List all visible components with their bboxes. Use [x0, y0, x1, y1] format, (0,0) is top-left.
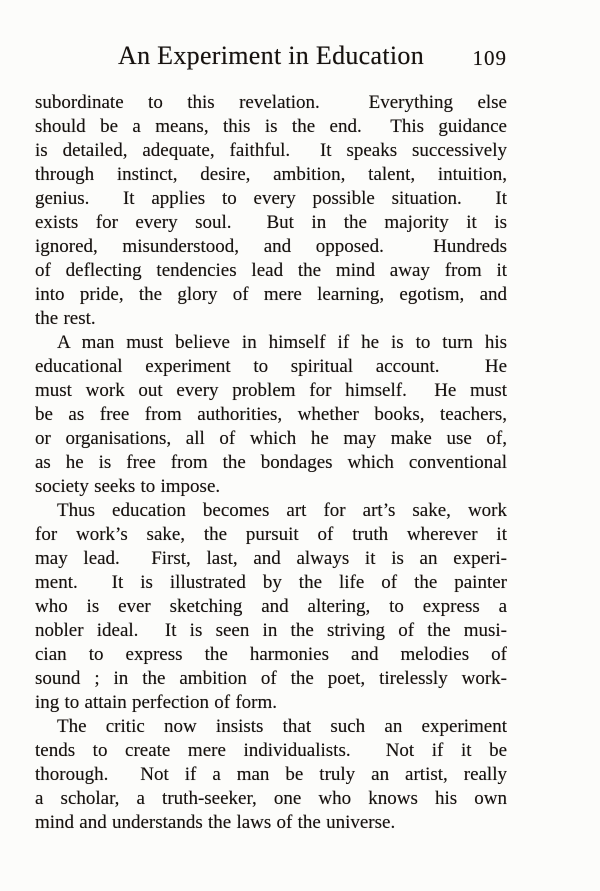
page-header [35, 40, 507, 72]
text-line: exists for every soul. But in the majority it is [35, 212, 507, 233]
text-line: should be a means, this is the end. This guidance [35, 116, 507, 137]
text-line: subordinate to this revelation. Everything else [35, 92, 507, 113]
paragraph [35, 715, 507, 835]
text-line: sound ; in the ambition of the poet, tirelessly work- [35, 668, 507, 689]
text-line: is detailed, adequate, faithful. It speaks successively [35, 140, 507, 161]
text-line: genius. It applies to every possible situation. It [35, 188, 507, 209]
text-line: through instinct, desire, ambition, talent, intuition, [35, 164, 507, 185]
text-line: of deflecting tendencies lead the mind away from it [35, 260, 507, 281]
text-line: Thus education becomes art for art’s sake, work [57, 500, 507, 521]
text-line: A man must believe in himself if he is to turn his [57, 332, 507, 353]
paragraph [35, 331, 507, 499]
text-line: tends to create mere individualists. Not if it be [35, 740, 507, 761]
text-line: thorough. Not if a man be truly an artist, really [35, 764, 507, 785]
text-line: a scholar, a truth-seeker, one who knows his own [35, 788, 507, 809]
text-line: society seeks to impose. [35, 476, 221, 497]
text-line: educational experiment to spiritual account. He [35, 356, 507, 377]
page-body [35, 91, 507, 835]
text-line: mind and understands the laws of the universe. [35, 812, 396, 833]
text-line: cian to express the harmonies and melodies of [35, 644, 507, 665]
text-line: nobler ideal. It is seen in the striving of the musi- [35, 620, 507, 641]
text-line: as he is free from the bondages which conventional [35, 452, 507, 473]
text-line: for work’s sake, the pursuit of truth wherever it [35, 524, 507, 545]
text-line: ing to attain perfection of form. [35, 692, 278, 713]
paragraph [35, 91, 507, 331]
text-line: who is ever sketching and altering, to express a [35, 596, 507, 617]
text-line: ignored, misunderstood, and opposed. Hundreds [35, 236, 507, 257]
text-line: be as free from authorities, whether books, teachers, [35, 404, 507, 425]
text-line: The critic now insists that such an experiment [57, 716, 507, 737]
paragraph [35, 499, 507, 715]
text-line: into pride, the glory of mere learning, egotism, and [35, 284, 507, 305]
running-title: An Experiment in Education [118, 41, 424, 70]
text-line: ment. It is illustrated by the life of the painter [35, 572, 507, 593]
text-line: or organisations, all of which he may make use of, [35, 428, 507, 449]
text-line: must work out every problem for himself. He must [35, 380, 507, 401]
text-line: may lead. First, last, and always it is an experi- [35, 548, 507, 569]
text-line: the rest. [35, 308, 96, 329]
page-number: 109 [472, 46, 507, 70]
